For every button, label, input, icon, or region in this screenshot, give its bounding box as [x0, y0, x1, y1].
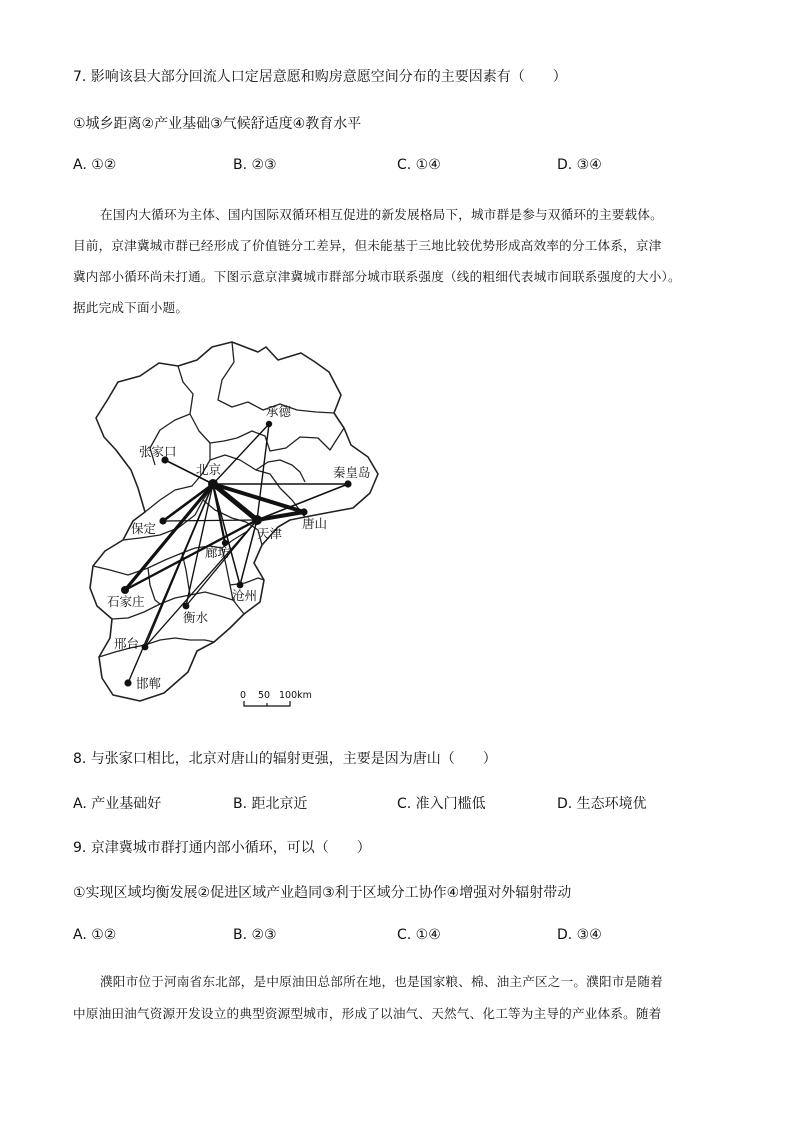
point-baoding — [159, 517, 166, 524]
point-hengshui — [183, 603, 190, 610]
q9-option-a: A. ①② — [73, 927, 117, 943]
label-tianjin: 天津 — [257, 526, 283, 541]
q7-option-b: B. ②③ — [233, 157, 277, 173]
q9-option-b: B. ②③ — [233, 927, 277, 943]
label-beijing: 北京 — [196, 462, 222, 477]
passage-1-line-3: 冀内部小循环尚未打通。下图示意京津冀城市群部分城市联系强度（线的粗细代表城市间联系强度的大小）。 — [73, 269, 681, 284]
passage-2-line-2: 中原油田油气资源开发设立的典型资源型城市，形成了以油气、天然气、化工等为主导的产业体系。随着 — [73, 1006, 662, 1021]
scale-label-zero: 0 — [240, 690, 247, 701]
question-7-stem: 7. 影响该县大部分回流人口定居意愿和购房意愿空间分布的主要因素有（ ） — [73, 69, 567, 85]
point-tangshan — [300, 508, 307, 515]
q9-option-d: D. ③④ — [557, 927, 602, 943]
label-hengshui: 衡水 — [183, 610, 209, 625]
q7-option-d: D. ③④ — [557, 157, 602, 173]
scale-bar — [240, 690, 312, 706]
passage-1-line-4: 据此完成下面小题。 — [73, 300, 189, 315]
q8-option-b: B. 距北京近 — [233, 796, 308, 812]
question-7-items: ①城乡距离②产业基础③气候舒适度④教育水平 — [73, 116, 362, 132]
q8-option-a: A. 产业基础好 — [73, 796, 162, 812]
question-9-stem: 9. 京津冀城市群打通内部小循环，可以（ ） — [73, 840, 371, 856]
label-handan: 邯郸 — [136, 676, 162, 691]
label-baoding: 保定 — [131, 521, 157, 536]
label-tangshan: 唐山 — [302, 516, 328, 531]
label-zhangjiakou: 张家口 — [139, 444, 177, 459]
point-handan — [124, 679, 131, 686]
q7-option-a: A. ①② — [73, 157, 117, 173]
scale-label-end: 100km — [279, 690, 312, 701]
passage-2-line-1: 濮阳市位于河南省东北部，是中原油田总部所在地，也是国家粮、棉、油主产区之一。濮阳市是随着 — [100, 974, 663, 989]
q7-option-c: C. ①④ — [397, 157, 441, 173]
passage-1-line-1: 在国内大循环为主体、国内国际双循环相互促进的新发展格局下，城市群是参与双循环的主要载体。 — [100, 207, 663, 222]
label-xingtai: 邢台 — [114, 636, 140, 651]
jingjinji-map — [80, 335, 390, 710]
point-tianjin — [252, 515, 262, 525]
point-xingtai — [142, 644, 149, 651]
label-chengde: 承德 — [266, 404, 292, 419]
question-9-items: ①实现区域均衡发展②促进区域产业趋同③利于区域分工协作④增强对外辐射带动 — [73, 885, 572, 901]
label-langfang: 廊坊 — [205, 545, 231, 560]
label-qinhuangdao: 秦皇岛 — [333, 465, 371, 480]
point-chengde — [266, 421, 272, 427]
q8-option-d: D. 生态环境优 — [557, 796, 647, 812]
q9-option-c: C. ①④ — [397, 927, 441, 943]
scale-label-mid: 50 — [258, 690, 271, 701]
point-shijiazhuang — [121, 586, 129, 594]
label-cangzhou: 沧州 — [232, 588, 258, 603]
question-8-stem: 8. 与张家口相比，北京对唐山的辐射更强，主要是因为唐山（ ） — [73, 751, 497, 767]
point-qinhuangdao — [344, 480, 351, 487]
q8-option-c: C. 准入门槛低 — [397, 796, 486, 812]
passage-1-line-2: 目前，京津冀城市群已经形成了价值链分工差异，但未能基于三地比较优势形成高效率的分工体系，京津 — [73, 238, 662, 253]
point-beijing — [208, 479, 218, 489]
label-shijiazhuang: 石家庄 — [107, 594, 145, 609]
